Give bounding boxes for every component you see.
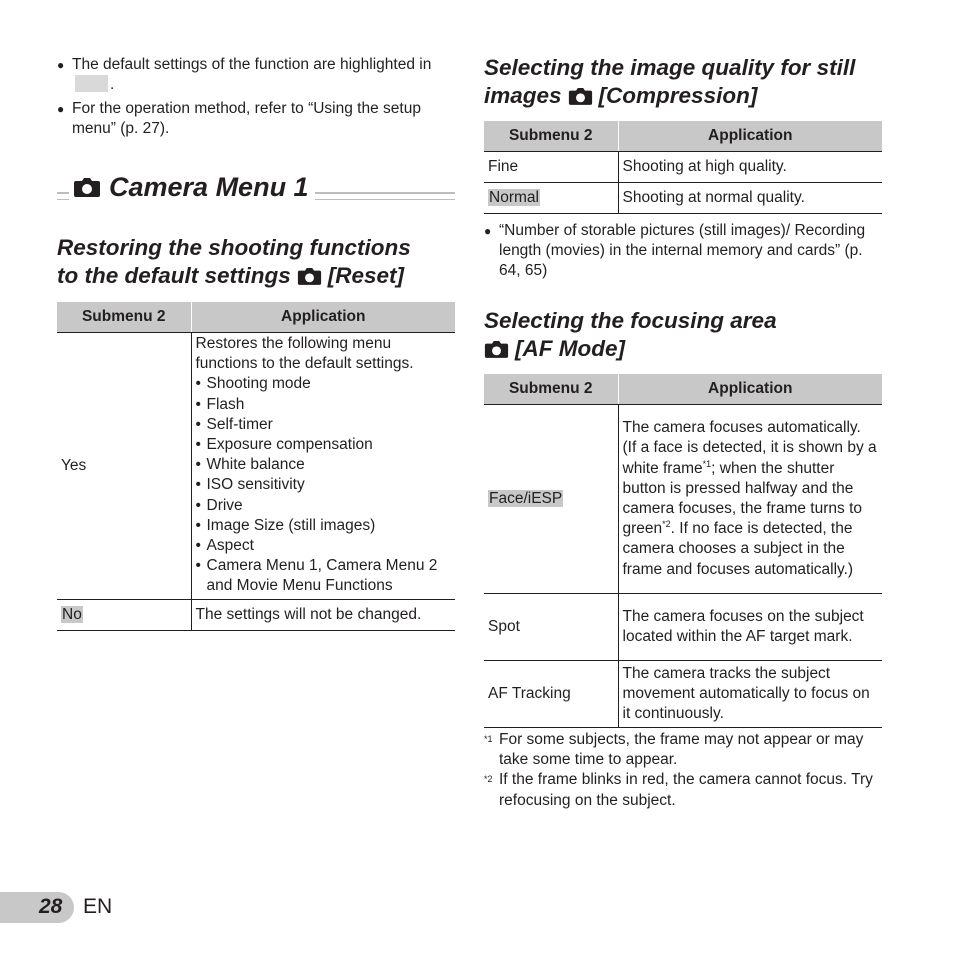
list-item: • Self-timer <box>196 415 452 435</box>
header-submenu: Submenu 2 <box>484 374 618 405</box>
application-cell: Shooting at high quality. <box>618 152 882 183</box>
reset-table <box>57 302 455 631</box>
list-item: • Aspect <box>196 536 452 556</box>
page-language: EN <box>83 895 113 918</box>
reset-heading <box>57 234 457 290</box>
table-row <box>57 600 455 631</box>
compression-note <box>484 221 882 282</box>
table-row <box>484 594 882 661</box>
reset-title-line2: to the default settings <box>57 263 291 288</box>
compression-heading <box>484 54 894 110</box>
compression-note-text: “Number of storable pictures (still images)/ Recording length (movies) in the internal memory and cards” (p. 64, 65) <box>499 222 866 280</box>
page-number: 28 <box>39 895 63 918</box>
table-header-row <box>484 374 882 405</box>
list-item: • Camera Menu 1, Camera Menu 2 and Movie Menu Functions <box>196 556 452 596</box>
table-row <box>484 183 882 214</box>
header-application: Application <box>618 374 882 405</box>
submenu-cell <box>484 183 618 214</box>
af-mode-heading <box>484 307 884 363</box>
list-item: • White balance <box>196 455 452 475</box>
camera-icon <box>297 266 322 286</box>
application-text: The camera focuses automatically. (If a face is detected, it is shown by a white frame <box>622 419 877 477</box>
table-row <box>57 333 455 600</box>
list-item: • Drive <box>196 496 452 516</box>
submenu-cell: Fine <box>484 152 618 183</box>
submenu-cell <box>57 333 191 600</box>
header-submenu: Submenu 2 <box>484 121 618 152</box>
default-highlight-swatch <box>75 75 108 92</box>
compression-table <box>484 121 882 214</box>
application-cell: The settings will not be changed. <box>191 600 455 631</box>
list-item: • Image Size (still images) <box>196 516 452 536</box>
intro-bullet-2 <box>57 99 455 139</box>
af-title-suffix: [AF Mode] <box>515 336 625 361</box>
submenu-cell: AF Tracking <box>484 661 618 728</box>
bullet-dot: ● <box>484 224 492 238</box>
application-cell <box>191 333 455 600</box>
submenu-cell <box>57 600 191 631</box>
footnote-text: For some subjects, the frame may not appear or may take some time to appear. <box>499 731 864 769</box>
submenu-no-default: No <box>62 605 82 623</box>
submenu-yes: Yes <box>61 456 87 474</box>
header-application: Application <box>191 302 455 333</box>
compression-title-line1: Selecting the image quality for still <box>484 55 856 80</box>
footnote-ref-2: *2 <box>662 519 671 530</box>
camera-menu-heading <box>57 170 455 206</box>
page-number-badge <box>0 892 74 923</box>
compression-title-suffix: [Compression] <box>598 83 758 108</box>
reset-items-list <box>196 374 452 596</box>
intro-bullets <box>57 55 455 143</box>
bullet-dot: ● <box>57 102 65 116</box>
footnote-mark: *1 <box>484 734 493 744</box>
submenu-face-iesp-default: Face/iESP <box>489 489 563 507</box>
submenu-cell <box>484 405 618 594</box>
menu-title: Camera Menu 1 <box>109 172 309 202</box>
camera-icon <box>484 339 509 359</box>
application-text: ; when the shutter button is pressed halfway and the camera focuses, the frame turns to green <box>622 459 862 538</box>
af-title-line1: Selecting the focusing area <box>484 308 777 333</box>
header-submenu: Submenu 2 <box>57 302 191 333</box>
list-item: • Flash <box>196 395 452 415</box>
application-cell <box>618 405 882 594</box>
table-row <box>484 661 882 728</box>
submenu-cell: Spot <box>484 594 618 661</box>
intro-bullet-text: For the operation method, refer to “Using the setup menu” (p. 27). <box>72 100 421 137</box>
application-cell: The camera tracks the subject movement automatically to focus on it continuously. <box>618 661 882 728</box>
intro-bullet-text: The default settings of the function are highlighted in <box>72 56 432 73</box>
submenu-normal-default: Normal <box>489 188 539 206</box>
intro-bullet-1 <box>57 55 455 95</box>
af-footnotes <box>484 730 882 811</box>
intro-bullet-end: . <box>110 76 115 93</box>
reset-intro: Restores the following menu functions to the default settings. <box>195 335 414 373</box>
camera-icon <box>73 176 101 198</box>
reset-title-line1: Restoring the shooting functions <box>57 235 411 260</box>
compression-title-line2: images <box>484 83 562 108</box>
af-mode-table <box>484 374 882 728</box>
camera-icon <box>568 86 593 106</box>
application-cell: Shooting at normal quality. <box>618 183 882 214</box>
reset-title-suffix: [Reset] <box>327 263 405 288</box>
header-application: Application <box>618 121 882 152</box>
footnote-1 <box>484 730 882 770</box>
footnote-ref-1: *1 <box>702 458 712 469</box>
table-row <box>484 405 882 594</box>
footnote-2 <box>484 770 882 810</box>
footnote-text: If the frame blinks in red, the camera cannot focus. Try refocusing on the subject. <box>499 771 873 809</box>
list-item: • Exposure compensation <box>196 435 452 455</box>
application-text: . If no face is detected, the camera chooses a subject in the frame and focuses automatically.) <box>622 520 854 578</box>
table-header-row <box>484 121 882 152</box>
table-row <box>484 152 882 183</box>
application-cell: The camera focuses on the subject located within the AF target mark. <box>618 594 882 661</box>
footnote-mark: *2 <box>484 774 493 785</box>
table-header-row <box>57 302 455 333</box>
list-item: • ISO sensitivity <box>196 475 452 495</box>
bullet-dot: ● <box>57 58 65 72</box>
list-item: • Shooting mode <box>196 374 452 394</box>
